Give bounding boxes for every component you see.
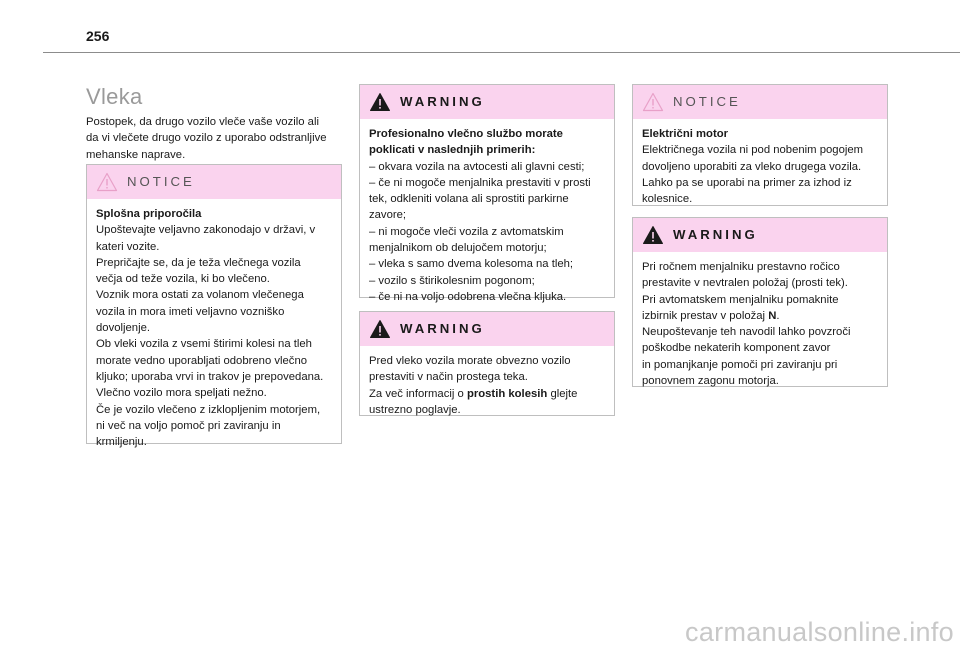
warning-neutral-box bbox=[359, 311, 615, 416]
notice-icon bbox=[96, 172, 118, 192]
warning-gear-text: Pri ročnem menjalniku prestavno ročico prestavite v nevtralen položaj (prosti tek). Pri avtomatskem menjalniku pomaknite izbirnik prestav v položaj N. Neupoštevanje teh navodil lahko povzroči poškodbe nekaterih komponent zavor in pomanjkanje pomoči pri zaviranju pri ponovnem zagonu motorja. bbox=[642, 261, 851, 388]
notice-general-text: Upoštevajte veljavno zakonodajo v državi, v kateri vozite. Prepričajte se, da je teža vlečnega vozila večja od teže vozila, ki bo vlečeno. Voznik mora ostati za volanom vlečenega vozila in mora imeti veljavno vozniško dovoljenje. Ob vleki vozila z vsemi štirimi kolesi na tleh morate vedno uporabljati odobreno vlečno kljuko; uporaba vrvi in trakov je prepovedana. Vlečno vozilo mora speljati nežno. Če je vozilo vlečeno z izklopljenim motorjem, ni več na voljo pomoč pri zaviranju in krmiljenju. bbox=[96, 224, 324, 449]
warning-gear-header bbox=[633, 218, 887, 252]
warning-label: WARNING bbox=[400, 321, 485, 336]
warning-icon bbox=[369, 92, 391, 112]
warning-professional-box bbox=[359, 84, 615, 303]
warning-professional-text: – okvara vozila na avtocesti ali glavni cesti; – če ni mogoče menjalnika prestaviti v prosti tek, odkleniti volana ali sprostiti parkirne zavore; – ni mogoče vleči vozila z avtomatskim menjalnikom ob delujočem motorju; – vleka s samo dvema kolesoma na tleh; – vozilo s štirikolesnim pogonom; – če ni na voljo odobrena vlečna kljuka. bbox=[369, 160, 591, 303]
page-number: 256 bbox=[86, 28, 110, 44]
notice-electric-text: Električnega vozila ni pod nobenim pogojem dovoljeno uporabiti za vleko drugega vozila. Lahko pa se uporabi na primer za izhod iz kolesnice. bbox=[642, 144, 864, 206]
top-divider bbox=[43, 52, 960, 53]
notice-general-box bbox=[86, 164, 342, 449]
notice-label: NOTICE bbox=[673, 94, 741, 109]
notice-icon bbox=[642, 92, 664, 112]
warning-neutral-header bbox=[360, 312, 614, 346]
free-wheels-reference: prostih kolesih bbox=[466, 387, 548, 400]
warning-professional-heading: Profesionalno vlečno službo morate poklicati v naslednjih primerih: bbox=[369, 128, 563, 157]
notice-electric-box bbox=[632, 84, 888, 206]
gear-position-n: N bbox=[768, 309, 777, 322]
svg-text:carmanualsonline.info: carmanualsonline.info bbox=[685, 617, 954, 647]
warning-neutral-text: Pred vleko vozila morate obvezno vozilo prestaviti v način prostega teka. Za več informacij o prostih kolesih glejte ustrezno poglavje. bbox=[369, 355, 578, 416]
warning-label: WARNING bbox=[673, 227, 758, 242]
warning-professional-header bbox=[360, 85, 614, 119]
watermark-logo bbox=[540, 615, 960, 649]
warning-label: WARNING bbox=[400, 94, 485, 109]
notice-general-header bbox=[87, 165, 341, 199]
notice-label: NOTICE bbox=[127, 174, 195, 189]
warning-gear-box bbox=[632, 217, 888, 387]
section-intro: Postopek, da drugo vozilo vleče vaše vozilo ali da vi vlečete drugo vozilo z uporabo odstranljive mehanske naprave. bbox=[86, 116, 327, 161]
notice-electric-header bbox=[633, 85, 887, 119]
warning-icon bbox=[642, 225, 664, 245]
section-title: Vleka bbox=[86, 84, 143, 109]
notice-electric-heading: Električni motor bbox=[642, 128, 729, 140]
warning-icon bbox=[369, 319, 391, 339]
notice-general-heading: Splošna priporočila bbox=[96, 208, 202, 220]
